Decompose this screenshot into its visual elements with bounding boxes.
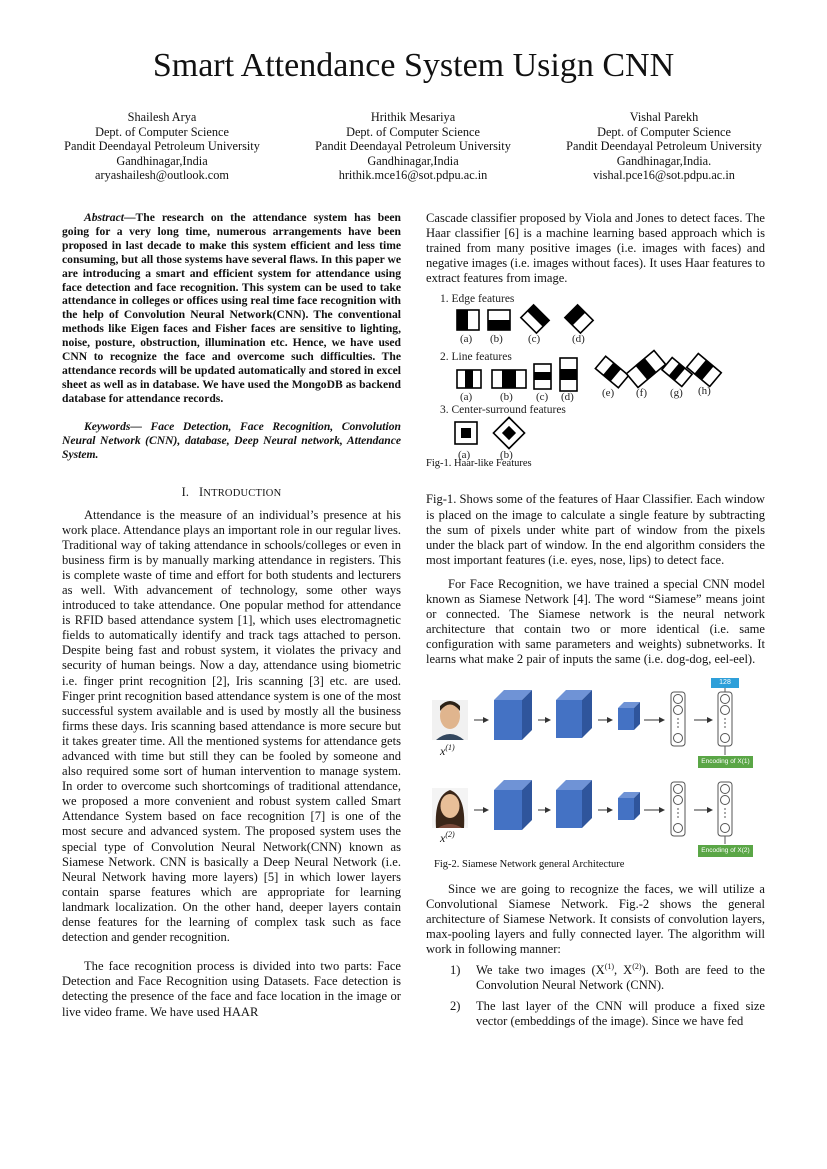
- center-label-b: (b): [500, 449, 513, 462]
- line-label-a: (a): [460, 391, 473, 404]
- section-initial: I: [199, 485, 204, 500]
- cnn-layer-row2-1: [494, 780, 532, 830]
- cnn-layer-row2-2: [556, 780, 592, 828]
- center-features-label: 3. Center-surround features: [440, 404, 566, 417]
- abstract-lead: Abstract: [84, 211, 124, 224]
- author-dept: Dept. of Computer Science: [597, 124, 731, 139]
- embedding-size-badge: 128: [719, 678, 731, 686]
- paper-title: Smart Attendance System Usign CNN: [152, 47, 675, 84]
- author-dept: Dept. of Computer Science: [346, 124, 480, 139]
- fc-layer-row1-2: [718, 692, 732, 746]
- author-email: vishal.pce16@sot.pdpu.ac.in: [593, 168, 735, 183]
- line-feature-b: [492, 370, 526, 388]
- line-label-g: (g): [670, 387, 683, 400]
- edge-feature-c: [521, 305, 549, 333]
- figure-1-caption: Fig-1. Haar-like Features: [426, 458, 532, 470]
- center-feature-b: [493, 418, 524, 449]
- section-title-rest: NTRODUCTION: [203, 488, 282, 500]
- line-feature-a: [457, 370, 481, 388]
- abstract: [62, 211, 401, 406]
- edge-features-label: 1. Edge features: [440, 293, 515, 306]
- line-feature-g: [662, 358, 692, 387]
- list-item: 1) We take two images ($X^{(1)}$, $X^{(2)}$). Both are feed to the Convolution Neural Network (CNN).: [450, 961, 765, 993]
- author-city: Gandhinagar,India.: [616, 153, 712, 168]
- line-label-h: (h): [698, 385, 711, 398]
- intro-paragraph-1: Attendance is the measure of an individual’s presence at his work place. Attendance plays an important role in our regular lives. Traditional way of taking attendance in schools/colleges or even in business firm is by manually marking attendance in registers. This is complete waste of time and effort for both students and lecturers as well. With advancement of technology, some other ways introduced to take attendance. One popular method for attendance is RFID based attendance system [1], which uses electromagnetic fields to automatically identify and track tags attached to person. Despite being fast and robust system, it violates the privacy and security of human beings. Now a day, attendance using biometric i.e. finger print recognition [2], Iris scanning [3] etc. are used. Finger print recognition based attendance system is one of the most successful system available and is used by mostly all the business firms these days. Iris scanning based attendance is more secure but it takes greater time. All the mentioned systems for attendance gets advanced with time but still they can be fooled by someone and also required some sort of human intervention to manage system. In order to overcome such shortcomings of traditional attendance, we proposed a more convenient and robust system called Smart Attendance System based on face recognition [7] is one of the most secure and advanced system. The proposed system uses the special type of Convolution Neural Network(CNN) known as Siamese Network. CNN is basically a Deep Neural Network (i.e. Neural Network having more layers) [5] in which lower layers contain sparse features which are appropriate for learning landmark localization. On the other hand, deeper layers contain dense features for the learning of complex task such as face detection and gender recognition.: [62, 507, 401, 945]
- intro-paragraph-2: The face recognition process is divided into two parts: Face Detection and Face Recognition using Datasets. Face detection is detecting the presence of the face and face location in the image or live video frame. We have used HAAR: [62, 959, 401, 1019]
- line-label-e: (e): [602, 387, 615, 400]
- author-name: Shailesh Arya: [127, 110, 197, 124]
- edge-feature-b: [488, 310, 510, 330]
- right-paragraph-3: For Face Recognition, we have trained a special CNN model known as Siamese Network [4]. The word “Siamese” means joint or connected. The Siamese network is the neural network architecture that contain two or more identical (i.e. same configuration with same parameters and weights) subnetworks. It learns what make 2 pair of inputs the same (i.e. dog-dog, eel-eel).: [426, 576, 765, 667]
- edge-label-a: (a): [460, 333, 473, 346]
- right-paragraph-2: Fig-1. Shows some of the features of Haar Classifier. Each window is placed on the image to calculate a single feature by subtracting the sum of pixels under white part of window from the pixels under the black part of window. In the end algorithm considers the most important features (i.e. eyes, nose, lips) to detect face.: [426, 492, 765, 567]
- input-label-x2: $x^{(2)}$: [440, 829, 455, 845]
- author-org: Pandit Deendayal Petroleum University: [64, 139, 260, 154]
- encoding-1-label: Encoding of X(1): [701, 757, 750, 765]
- center-feature-a: [455, 422, 477, 444]
- line-feature-e: [595, 357, 628, 389]
- line-label-f: (f): [636, 387, 647, 400]
- face-photo-2: [432, 788, 468, 828]
- edge-feature-a: [457, 310, 479, 330]
- line-label-b: (b): [500, 391, 513, 404]
- author-email: aryashailesh@outlook.com: [95, 168, 229, 183]
- figure-siamese-network: [426, 678, 765, 876]
- section-number: I.: [181, 485, 190, 500]
- right-paragraph-4: Since we are going to recognize the faces, we will utilize a Convolutional Siamese Network. Fig.-2 shows the general architecture of Siamese Network. It consists of convolution layers, max-pooling layers and fully connected layer. The algorithm will work in following manner:: [426, 881, 765, 956]
- left-column: [62, 211, 401, 1020]
- abstract-text: —The research on the attendance system has been going for a very long time, numerous arrangements have been proposed in last decade to make this system efficient and less time consuming, but all those systems have several flaws. In this paper we are introducing a smart and efficient system for attendance using face detection and face recognition. This system can be used to take attendance in colleges or offices using real time face recognition with the help of Convolution Neural Network(CNN). The conventional methods like Eigen faces and Fisher faces are sensitive to lighting, noise, posture, obstruction, illumination etc. Hence, we have used CNN to recognize the face and overcome such difficulties. The attendance records will be updated automatically and stored in excel sheet as well as in database. We have used the MongoDB as backend database for attendance records.: [62, 211, 401, 405]
- keywords: Keywords— Face Detection, Face Recognition, Convolution Neural Network (CNN), database, Deep Neural network, Attendance System.: [62, 419, 401, 461]
- line-feature-d: [560, 358, 577, 391]
- line-label-c: (c): [536, 391, 549, 404]
- author-email: hrithik.mce16@sot.pdpu.ac.in: [338, 168, 488, 183]
- cnn-layer-row1-2: [556, 690, 592, 738]
- edge-feature-d: [565, 305, 593, 333]
- input-label-x1: $x^{(1)}$: [440, 742, 455, 758]
- fc-layer-row2-1: [671, 782, 685, 836]
- center-label-a: (a): [458, 449, 471, 462]
- line-label-d: (d): [561, 391, 574, 404]
- cnn-layer-row2-3: [618, 792, 640, 820]
- author-org: Pandit Deendayal Petroleum University: [315, 139, 511, 154]
- haar-feature-drawings: [426, 292, 765, 482]
- section-heading-introduction: [62, 485, 401, 501]
- author-city: Gandhinagar,India: [116, 153, 208, 168]
- figure-haar-features: [426, 292, 765, 482]
- fc-layer-row2-2: [718, 782, 732, 836]
- edge-label-b: (b): [490, 333, 503, 346]
- right-column: [426, 211, 765, 1029]
- author-city: Gandhinagar,India: [367, 153, 459, 168]
- figure-2-caption: Fig-2. Siamese Network general Architecture: [434, 858, 625, 870]
- author-block-3: [539, 110, 789, 183]
- line-feature-c: [534, 364, 551, 389]
- fc-layer-row1-1: [671, 692, 685, 746]
- face-photo-1: [432, 700, 468, 740]
- author-block-1: [37, 110, 287, 183]
- edge-label-d: (d): [572, 333, 585, 346]
- author-name: Hrithik Mesariya: [370, 110, 456, 124]
- author-name: Vishal Parekh: [629, 110, 699, 124]
- line-features-label: 2. Line features: [440, 351, 512, 364]
- author-block-2: [288, 110, 538, 183]
- line-feature-h: [687, 354, 722, 387]
- right-paragraph-1: Cascade classifier proposed by Viola and Jones to detect faces. The Haar classifier [6] is a machine learning based approach which is trained from many positive images (i.e. images with faces) and negative images (i.e. images without faces). It uses Haar features to extract features from image.: [426, 211, 765, 286]
- author-dept: Dept. of Computer Science: [95, 124, 229, 139]
- algorithm-steps: [426, 963, 765, 1029]
- edge-label-c: (c): [528, 333, 541, 346]
- list-item: 2) The last layer of the CNN will produce a fixed size vector (embeddings of the image). Since we have fed: [450, 999, 765, 1029]
- cnn-layer-row1-3: [618, 702, 640, 730]
- siamese-network-diagram: [426, 678, 765, 868]
- cnn-layer-row1-1: [494, 690, 532, 740]
- author-org: Pandit Deendayal Petroleum University: [566, 139, 762, 154]
- line-feature-f: [626, 351, 665, 388]
- encoding-2-label: Encoding of X(2): [701, 846, 750, 854]
